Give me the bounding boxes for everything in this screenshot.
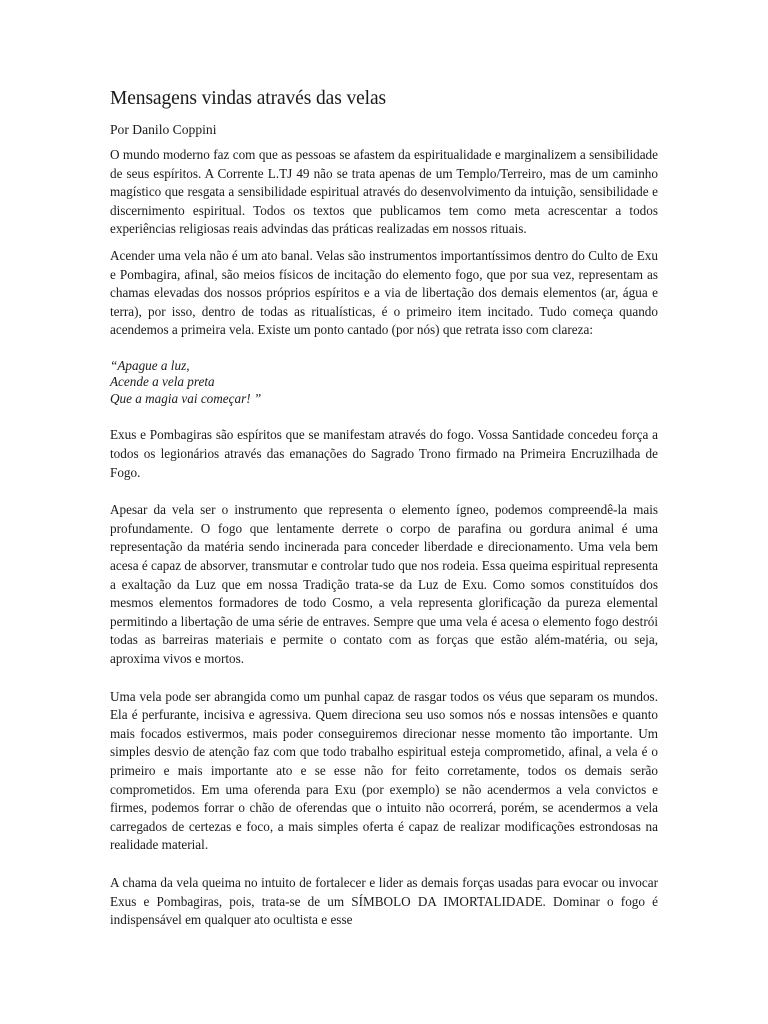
paragraph-intro: O mundo moderno faz com que as pessoas se afastem da espiritualidade e marginalizem a sensibilidade de seus espíritos. A Corrente L.TJ 49 não se trata apenas de um Templo/Terreiro, mas de um caminho magístico que resgata a sensibilidade espiritual através do desenvolvimento da intuição, sensibilidade e discernimento espiritual. Todos os textos que publicamos tem como meta acrescentar a todos experiências religiosas reais advindas das práticas realizadas em nossos rituais. xyxy=(110,147,658,237)
document-author: Por Danilo Coppini xyxy=(110,122,217,137)
paragraph-igneo: Apesar da vela ser o instrumento que representa o elemento ígneo, podemos compreendê-la mais profundamente. O fogo que lentamente derrete o corpo de parafina ou gordura animal é uma representação da matéria sendo incinerada para conceder liberdade e direcionamento. Uma vela bem acesa é capaz de absorver, transmutar e controlar tudo que nos rodeia. Essa queima espiritual representa a exaltação da Luz que em nossa Tradição trata-se da Luz de Exu. Como somos constituídos dos mesmos elementos formadores de todo Cosmo, a vela representa glorificação da pureza elemental permitindo a libertação de uma série de entraves. Sempre que uma vela é acesa o elemento fogo destrói todas as barreiras materiais e permite o contato com as forças que estão além-matéria, ou seja, aproxima vivos e mortos. xyxy=(110,502,658,666)
quote-line: Acende a vela preta xyxy=(110,374,215,390)
quote-line: Que a magia vai começar! ” xyxy=(110,390,262,406)
song-quote xyxy=(110,358,658,408)
document-title: Mensagens vindas através das velas xyxy=(110,88,387,109)
paragraph-exus: Exus e Pombagiras são espíritos que se manifestam através do fogo. Vossa Santidade concedeu força a todos os legionários através das emanações do Sagrado Trono firmado na Primeira Encruzilhada de Fogo. xyxy=(110,427,658,480)
paragraph-vela: Acender uma vela não é um ato banal. Velas são instrumentos importantíssimos dentro do Culto de Exu e Pombagira, afinal, são meios físicos de incitação do elemento fogo, que por sua vez, representam as chamas elevadas dos nossos próprios espíritos e a via de libertação dos demais elementos (ar, água e terra), por isso, dentro de todas as ritualísticas, é o primeiro item incitado. Tudo começa quando acendemos a primeira vela. Existe um ponto cantado (por nós) que retrata isso com clareza: xyxy=(110,247,658,338)
paragraph-chama: A chama da vela queima no intuito de fortalecer e lider as demais forças usadas para evocar ou invocar Exus e Pombagiras, pois, trata-se de um SÍMBOLO DA IMORTALIDADE. Dominar o fogo é indispensável em qualquer ato ocultista e esse xyxy=(110,874,658,928)
quote-line: “Apague a luz, xyxy=(110,357,190,373)
document-page xyxy=(110,86,658,930)
paragraph-punhal: Uma vela pode ser abrangida como um punhal capaz de rasgar todos os véus que separam os mundos. Ela é perfurante, incisiva e agressiva. Quem direciona seu uso somos nós e nossas intensões e quanto mais focados estivermos, mais poder conseguiremos direcionar nesse momento tão importante. Um simples desvio de atenção faz com que todo trabalho espiritual esteja comprometido, afinal, a vela é o primeiro e mais importante ato e se esse não for feito corretamente, todos os demais serão comprometidos. Em uma oferenda para Exu (por exemplo) se não acendermos a vela convictos e firmes, podemos forrar o chão de oferendas que o intuito não ocorrerá, porém, se acendermos a vela carregados de certezas e foco, a mais simples oferta é capaz de realizar modificações estrondosas na realidade material. xyxy=(110,688,658,853)
